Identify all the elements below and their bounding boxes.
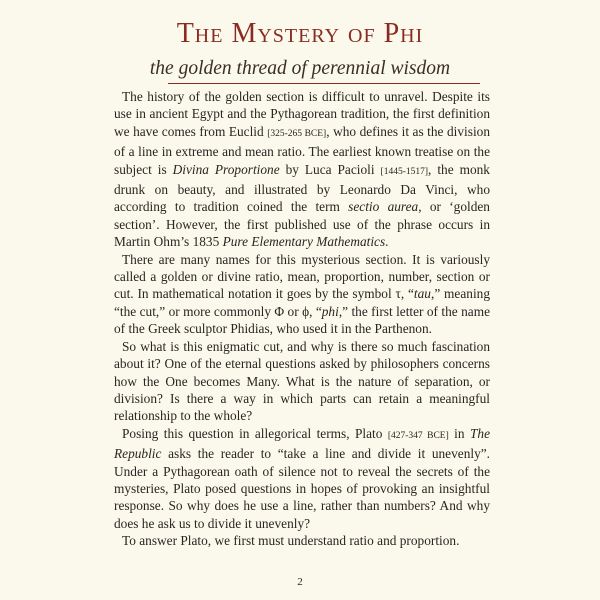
date-range: [1445-1517]: [380, 166, 429, 177]
book-title: The Republic: [114, 425, 490, 462]
greek-term: tau: [413, 286, 431, 302]
paragraph-names: [114, 251, 490, 338]
page-title: The Mystery of Phi: [176, 18, 424, 49]
text-run: , the monk drunk on beauty, and illustrated by Leonardo Da Vinci, who according to tradition coined the term: [114, 161, 490, 215]
text-run: There are many names for this mysterious section. It is variously called a golden or divine ratio, mean, proportion, number, section or cut. In mathematical notation it goes by the symbol τ, “: [114, 251, 490, 302]
greek-term: phi: [321, 303, 339, 319]
text-run: Posing this question in allegorical terms, Plato: [122, 425, 388, 441]
text-run: .: [385, 234, 389, 250]
subtitle-underline: [168, 83, 480, 84]
text-run: ,” meaning “the cut,” or more commonly Φ or ϕ, “: [114, 286, 491, 319]
text-run: by Luca Pacioli: [279, 161, 381, 177]
page-number: 2: [297, 576, 303, 588]
paragraph-history: [114, 88, 490, 251]
text-run: , who defines it as the division of a line in extreme and mean ratio. The earliest known treatise on the subject is: [114, 123, 490, 177]
paragraph-enigmatic-cut: So what is this enigmatic cut, and why is there so much fascination about it? One of the eternal questions asked by philosophers concerns how the One becomes Many. What is the nature of separation, or division? Is there a way in which parts can retain a meaningful relationship to the whole?: [114, 338, 490, 424]
text-run: asks the reader to “take a line and divide it unevenly”. Under a Pythagorean oath of silence not to reveal the secrets of the mysteries, Plato posed questions in hopes of provoking an insightful response. So why does he use a line, rather than numbers? And why does he ask us to divide it unevenly?: [114, 446, 490, 531]
page-subtitle: the golden thread of perennial wisdom: [149, 58, 451, 79]
text-run: The history of the golden section is difficult to unravel. Despite its use in ancient Egypt and the Pythagorean tradition, the first definition we have comes from Euclid: [114, 89, 490, 139]
date-range: [427-347 BCE]: [387, 430, 449, 441]
text-run: in: [448, 425, 470, 441]
body-text: [114, 88, 490, 550]
latin-term: sectio aurea: [348, 199, 419, 215]
text-run: ,” the first letter of the name of the Greek sculptor Phidias, who used it in the Parthenon.: [114, 303, 490, 337]
book-title: Divina Proportione: [172, 161, 280, 177]
book-title: Pure Elementary Mathematics: [222, 234, 386, 250]
text-run: , or ‘golden section’. However, the first published use of the phrase occurs in Martin Ohm’s 1835: [114, 199, 490, 250]
date-range: [325-265 BCE]: [267, 128, 327, 139]
paragraph-conclusion: To answer Plato, we first must understand ratio and proportion.: [122, 533, 460, 549]
paragraph-plato: [114, 425, 490, 532]
